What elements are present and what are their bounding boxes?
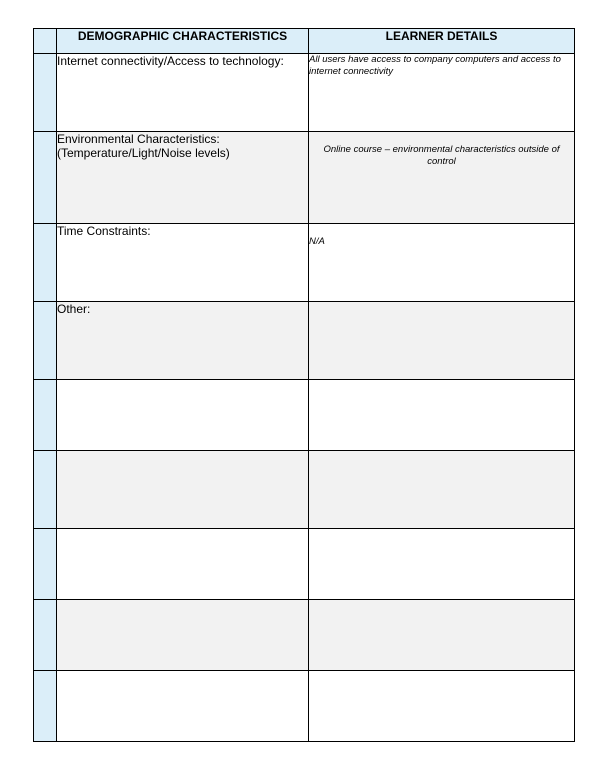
row-marker <box>34 600 57 671</box>
demographic-label: Environmental Characteristics: <box>57 132 220 146</box>
learner-details-cell[interactable] <box>309 380 575 451</box>
demographic-cell[interactable] <box>57 671 309 742</box>
demographic-cell[interactable] <box>57 600 309 671</box>
learner-details-cell[interactable] <box>309 302 575 380</box>
table-row <box>34 132 575 224</box>
learner-details-cell[interactable]: N/A <box>309 224 575 302</box>
row-marker <box>34 671 57 742</box>
table-row <box>34 451 575 529</box>
row-marker <box>34 302 57 380</box>
row-marker <box>34 132 57 224</box>
table-row <box>34 302 575 380</box>
table-row <box>34 54 575 132</box>
demographic-cell[interactable] <box>57 132 309 224</box>
demographic-cell[interactable]: Other: <box>57 302 309 380</box>
row-marker <box>34 529 57 600</box>
learner-details-header: LEARNER DETAILS <box>309 29 575 54</box>
learner-details-cell[interactable] <box>309 529 575 600</box>
table-row <box>34 380 575 451</box>
learner-details-cell[interactable] <box>309 600 575 671</box>
table-row <box>34 529 575 600</box>
learner-analysis-table <box>33 28 575 742</box>
demographic-characteristics-header: DEMOGRAPHIC CHARACTERISTICS <box>57 29 309 54</box>
demographic-cell[interactable]: Internet connectivity/Access to technology: <box>57 54 309 132</box>
row-marker <box>34 29 57 54</box>
row-marker <box>34 224 57 302</box>
learner-details-cell[interactable]: Online course – environmental characteristics outside of control <box>309 132 575 224</box>
demographic-cell[interactable] <box>57 380 309 451</box>
learner-details-cell[interactable] <box>309 451 575 529</box>
row-marker <box>34 380 57 451</box>
learner-details-cell[interactable] <box>309 671 575 742</box>
table-row <box>34 671 575 742</box>
table-row <box>34 224 575 302</box>
row-marker <box>34 451 57 529</box>
header-row <box>34 29 575 54</box>
demographic-sublabel: (Temperature/Light/Noise levels) <box>57 146 230 160</box>
demographic-cell[interactable] <box>57 529 309 600</box>
row-marker <box>34 54 57 132</box>
demographic-cell[interactable]: Time Constraints: <box>57 224 309 302</box>
table-row <box>34 600 575 671</box>
demographic-cell[interactable] <box>57 451 309 529</box>
learner-details-cell[interactable]: All users have access to company computers and access to internet connectivity <box>309 54 575 132</box>
